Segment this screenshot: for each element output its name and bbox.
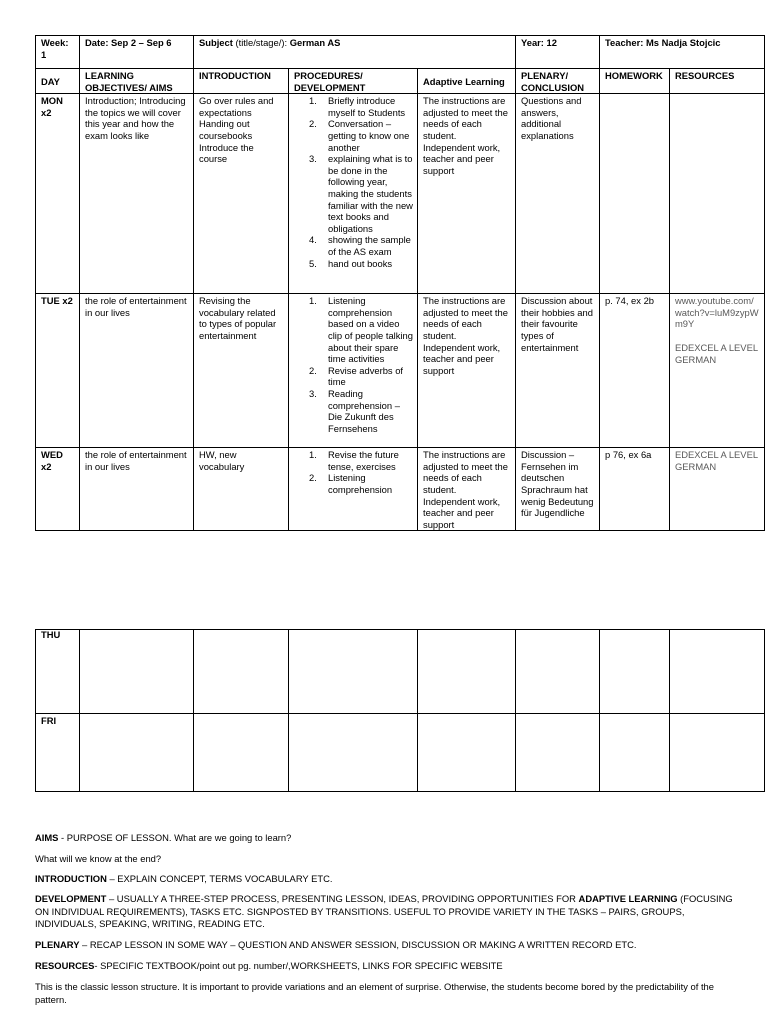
adaptive-cell: The instructions are adjusted to meet the needs of each student. Independent work, teacher and peer support <box>418 448 516 531</box>
year-cell: Year: 12 <box>516 36 600 69</box>
resources-cell <box>670 94 765 294</box>
plenary-cell: Discussion – Fernsehen im deutschen Sprachraum hat wenig Bedeutung für Jugendliche <box>516 448 600 531</box>
table-row-thu <box>36 630 765 714</box>
introduction-cell: Go over rules and expectations Handing out coursebooks Introduce the course <box>194 94 289 294</box>
day-cell: MON x2 <box>36 94 80 294</box>
note-plenary: PLENARY – RECAP LESSON IN SOME WAY – QUESTION AND ANSWER SESSION, DISCUSSION OR MAKING A WRITTEN RECORD ETC. <box>35 939 637 950</box>
procedures-list <box>294 449 413 495</box>
day-cell: THU <box>36 630 80 714</box>
day-cell: FRI <box>36 714 80 792</box>
objectives-cell: the role of entertainment in our lives <box>80 448 194 531</box>
introduction-cell: HW, new vocabulary <box>194 448 289 531</box>
adaptive-cell: The instructions are adjusted to meet the needs of each student. Independent work, teacher and peer support <box>418 94 516 294</box>
resources-cell <box>670 448 765 531</box>
note-resources: RESOURCES- SPECIFIC TEXTBOOK/point out pg. number/,WORKSHEETS, LINKS FOR SPECIFIC WEBSITE <box>35 960 503 971</box>
resource-textbook: EDEXCEL A LEVEL GERMAN <box>675 341 758 365</box>
note-aims-question: What will we know at the end? <box>35 853 162 864</box>
procedures-cell <box>289 94 418 294</box>
day-cell: WED x2 <box>36 448 80 531</box>
table-row-mon <box>36 94 765 294</box>
list-item: 3. Reading comprehension – Die Zukunft des Fernsehens <box>309 387 400 434</box>
col-resources: RESOURCES <box>670 69 765 94</box>
week-cell: Week: 1 <box>36 36 80 69</box>
objectives-cell: Introduction; Introducing the topics we will cover this year and how the exam looks like <box>80 94 194 294</box>
list-item: 1. Briefly introduce myself to Students <box>309 95 406 118</box>
resource-link[interactable]: www.youtube.com/ watch?v=luM9zypWm9Y <box>675 295 759 330</box>
note-aims: AIMS - PURPOSE OF LESSON. What are we going to learn? <box>35 832 292 843</box>
teacher-cell: Teacher: Ms Nadja Stojcic <box>600 36 765 69</box>
list-item: 3. explaining what is to be done in the following year, making the students familiar with the new text books and obligations <box>309 153 413 234</box>
procedures-cell <box>289 448 418 531</box>
procedures-list <box>294 295 413 434</box>
note-introduction: INTRODUCTION – EXPLAIN CONCEPT, TERMS VOCABULARY ETC. <box>35 873 333 884</box>
col-procedures: PROCEDURES/ DEVELOPMENT <box>289 69 418 94</box>
header-row <box>36 36 765 69</box>
note-closing: This is the classic lesson structure. It is important to provide variations and an element of surprise. Otherwise, the students become bored by the predictability of the pattern. <box>35 981 714 1005</box>
plenary-cell: Questions and answers, additional explanations <box>516 94 600 294</box>
list-item: 4. showing the sample of the AS exam <box>309 234 411 257</box>
resources-cell <box>670 294 765 448</box>
col-homework: HOMEWORK <box>600 69 670 94</box>
note-development: DEVELOPMENT – USUALLY A THREE-STEP PROCESS, PRESENTING LESSON, IDEAS, PROVIDING OPPORTUNITIES FOR ADAPTIVE LEARNING (FOCUSING ON INDIVIDUAL REQUIREMENTS), TASKS ETC. SIGNPOSTED BY TRANSITIONS. USEFUL TO PROVIDE VARIETY IN THE TASKS – PAIRS, GROUPS, INDIVIDUALS, SPEAKING, WRITING, READING ETC. <box>35 893 733 929</box>
adaptive-cell: The instructions are adjusted to meet the needs of each student. Independent work, teacher and peer support <box>418 294 516 448</box>
table-row-wed <box>36 448 765 531</box>
day-cell: TUE x2 <box>36 294 80 448</box>
list-item: 5. hand out books <box>309 257 393 269</box>
homework-cell <box>600 94 670 294</box>
col-day: DAY <box>36 69 80 94</box>
column-header-row <box>36 69 765 94</box>
plenary-cell: Discussion about their hobbies and their favourite types of entertainment <box>516 294 600 448</box>
homework-cell: p 76, ex 6a <box>600 448 670 531</box>
procedures-cell <box>289 294 418 448</box>
list-item: 2. Listening comprehension <box>309 472 393 495</box>
introduction-cell: Revising the vocabulary related to types of popular entertainment <box>194 294 289 448</box>
objectives-cell: the role of entertainment in our lives <box>80 294 194 448</box>
subject-cell: Subject (title/stage/): German AS <box>194 36 516 69</box>
table-row-fri <box>36 714 765 792</box>
procedures-list <box>294 95 413 269</box>
homework-cell: p. 74, ex 2b <box>600 294 670 448</box>
list-item: 2. Revise adverbs of time <box>309 364 404 388</box>
thu-fri-table <box>35 629 765 792</box>
date-cell: Date: Sep 2 – Sep 6 <box>80 36 194 69</box>
col-objectives: LEARNING OBJECTIVES/ AIMS <box>80 69 194 94</box>
list-item: 1. Revise the future tense, exercises <box>309 449 399 472</box>
lesson-plan-table <box>35 35 765 531</box>
col-plenary: PLENARY/ CONCLUSION <box>516 69 600 94</box>
col-adaptive: Adaptive Learning <box>418 69 516 94</box>
col-introduction: INTRODUCTION <box>194 69 289 94</box>
table-row-tue <box>36 294 765 448</box>
resource-textbook: EDEXCEL A LEVEL GERMAN <box>675 449 758 472</box>
list-item: 2. Conversation – getting to know one another <box>309 118 410 153</box>
list-item: 1. Listening comprehension based on a video clip of people talking about their spare time activities <box>309 295 413 365</box>
